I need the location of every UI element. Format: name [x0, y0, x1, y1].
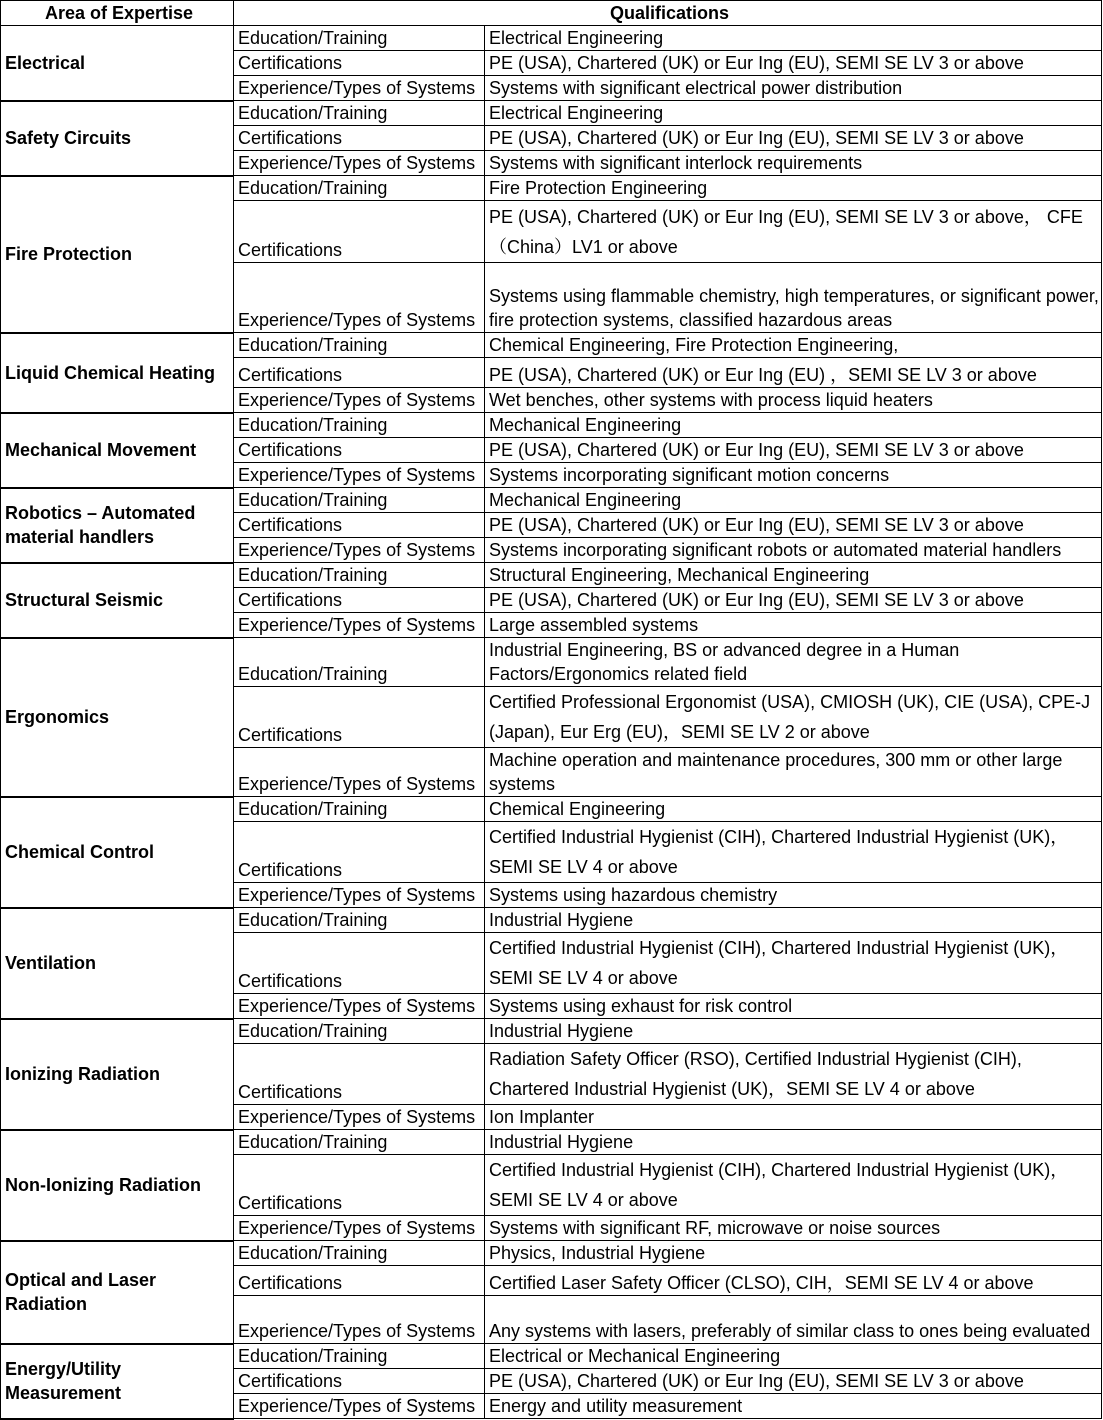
qualification-type-cell: Experience/Types of Systems: [234, 1105, 485, 1130]
qualification-value-cell: Any systems with lasers, preferably of similar class to ones being evaluated: [485, 1296, 1102, 1344]
qualification-value-cell: Industrial Engineering, BS or advanced degree in a Human Factors/Ergonomics related field: [485, 638, 1102, 687]
qualification-type-cell: Experience/Types of Systems: [234, 748, 485, 797]
qualification-value-cell: Certified Industrial Hygienist (CIH), Chartered Industrial Hygienist (UK)， SEMI SE LV 4 or above: [485, 1155, 1102, 1216]
qualification-value-cell: Systems using exhaust for risk control: [485, 994, 1102, 1019]
qualification-value-cell: Systems with significant RF, microwave or noise sources: [485, 1216, 1102, 1241]
table-row: [1, 638, 1102, 687]
qualification-type-cell: Experience/Types of Systems: [234, 883, 485, 908]
qualification-value-cell: Certified Laser Safety Officer (CLSO), CIH，SEMI SE LV 4 or above: [485, 1266, 1102, 1296]
area-of-expertise-cell: Chemical Control: [1, 797, 234, 908]
table-row: [1, 26, 1102, 51]
qualification-value-cell: Physics, Industrial Hygiene: [485, 1241, 1102, 1266]
qualification-type-cell: Certifications: [234, 1266, 485, 1296]
qualification-value-cell: Large assembled systems: [485, 613, 1102, 638]
qualification-type-cell: Experience/Types of Systems: [234, 151, 485, 176]
qualification-type-cell: Education/Training: [234, 1344, 485, 1369]
qualification-value-cell: PE (USA), Chartered (UK) or Eur Ing (EU), SEMI SE LV 3 or above: [485, 1369, 1102, 1394]
qualification-value-cell: PE (USA), Chartered (UK) or Eur Ing (EU) ，SEMI SE LV 3 or above: [485, 358, 1102, 388]
qualification-type-cell: Experience/Types of Systems: [234, 1296, 485, 1344]
table-row: [1, 333, 1102, 358]
area-of-expertise-cell: Optical and Laser Radiation: [1, 1241, 234, 1344]
table-row: [1, 1130, 1102, 1155]
table-row: [1, 101, 1102, 126]
area-of-expertise-cell: Safety Circuits: [1, 101, 234, 176]
qualification-type-cell: Education/Training: [234, 1241, 485, 1266]
qualification-type-cell: Certifications: [234, 126, 485, 151]
area-of-expertise-cell: Mechanical Movement: [1, 413, 234, 488]
qualification-type-cell: Education/Training: [234, 1130, 485, 1155]
qualification-value-cell: Mechanical Engineering: [485, 413, 1102, 438]
header-area: Area of Expertise: [1, 1, 234, 26]
qualification-type-cell: Education/Training: [234, 488, 485, 513]
qualification-value-cell: Fire Protection Engineering: [485, 176, 1102, 201]
qualification-type-cell: Education/Training: [234, 638, 485, 687]
qualification-value-cell: Chemical Engineering, Fire Protection Engineering,: [485, 333, 1102, 358]
qualification-value-cell: Electrical or Mechanical Engineering: [485, 1344, 1102, 1369]
area-of-expertise-cell: Robotics – Automated material handlers: [1, 488, 234, 563]
table-row: [1, 1344, 1102, 1369]
table-row: [1, 1019, 1102, 1044]
qualification-value-cell: Electrical Engineering: [485, 26, 1102, 51]
qualification-value-cell: Certified Professional Ergonomist (USA), CMIOSH (UK), CIE (USA), CPE-J (Japan), Eur Erg (EU)，SEMI SE LV 2 or above: [485, 687, 1102, 748]
table-row: [1, 563, 1102, 588]
table-row: [1, 908, 1102, 933]
header-qualifications: Qualifications: [234, 1, 1102, 26]
qualification-type-cell: Certifications: [234, 201, 485, 263]
qualification-type-cell: Education/Training: [234, 333, 485, 358]
qualification-type-cell: Education/Training: [234, 563, 485, 588]
qualification-value-cell: Systems incorporating significant motion concerns: [485, 463, 1102, 488]
qualification-value-cell: Electrical Engineering: [485, 101, 1102, 126]
table-row: [1, 1241, 1102, 1266]
qualification-type-cell: Certifications: [234, 51, 485, 76]
area-of-expertise-cell: Energy/Utility Measurement: [1, 1344, 234, 1419]
qualification-type-cell: Education/Training: [234, 1019, 485, 1044]
qualification-value-cell: Energy and utility measurement: [485, 1394, 1102, 1419]
qualification-value-cell: PE (USA), Chartered (UK) or Eur Ing (EU), SEMI SE LV 3 or above: [485, 51, 1102, 76]
qualification-type-cell: Experience/Types of Systems: [234, 994, 485, 1019]
qualification-value-cell: Industrial Hygiene: [485, 908, 1102, 933]
qualification-type-cell: Certifications: [234, 822, 485, 883]
area-of-expertise-cell: Fire Protection: [1, 176, 234, 333]
table-body: [1, 26, 1102, 1419]
qualification-type-cell: Certifications: [234, 513, 485, 538]
qualification-value-cell: Structural Engineering, Mechanical Engineering: [485, 563, 1102, 588]
qualification-value-cell: Industrial Hygiene: [485, 1130, 1102, 1155]
table-row: [1, 413, 1102, 438]
qualification-type-cell: Experience/Types of Systems: [234, 463, 485, 488]
qualification-type-cell: Education/Training: [234, 797, 485, 822]
qualification-value-cell: PE (USA), Chartered (UK) or Eur Ing (EU), SEMI SE LV 3 or above: [485, 438, 1102, 463]
qualification-type-cell: Experience/Types of Systems: [234, 76, 485, 101]
qualification-type-cell: Education/Training: [234, 176, 485, 201]
qualification-type-cell: Education/Training: [234, 101, 485, 126]
qualification-value-cell: Machine operation and maintenance procedures, 300 mm or other large systems: [485, 748, 1102, 797]
qualification-type-cell: Certifications: [234, 588, 485, 613]
area-of-expertise-cell: Non-Ionizing Radiation: [1, 1130, 234, 1241]
area-of-expertise-cell: Liquid Chemical Heating: [1, 333, 234, 413]
qualification-value-cell: Mechanical Engineering: [485, 488, 1102, 513]
qualification-value-cell: Systems incorporating significant robots or automated material handlers: [485, 538, 1102, 563]
qualification-value-cell: Certified Industrial Hygienist (CIH), Chartered Industrial Hygienist (UK)， SEMI SE LV 4 or above: [485, 933, 1102, 994]
area-of-expertise-cell: Electrical: [1, 26, 234, 101]
qualification-type-cell: Education/Training: [234, 908, 485, 933]
qualification-value-cell: Wet benches, other systems with process liquid heaters: [485, 388, 1102, 413]
qualification-type-cell: Education/Training: [234, 26, 485, 51]
area-of-expertise-cell: Structural Seismic: [1, 563, 234, 638]
qualification-type-cell: Certifications: [234, 358, 485, 388]
qualification-value-cell: Systems with significant electrical power distribution: [485, 76, 1102, 101]
qualification-type-cell: Certifications: [234, 438, 485, 463]
qualification-type-cell: Experience/Types of Systems: [234, 538, 485, 563]
qualification-type-cell: Certifications: [234, 1369, 485, 1394]
area-of-expertise-cell: Ionizing Radiation: [1, 1019, 234, 1130]
qualification-value-cell: Chemical Engineering: [485, 797, 1102, 822]
qualification-type-cell: Experience/Types of Systems: [234, 263, 485, 333]
table-row: [1, 797, 1102, 822]
qualification-value-cell: Radiation Safety Officer (RSO), Certified Industrial Hygienist (CIH), Chartered Industrial Hygienist (UK)，SEMI SE LV 4 or above: [485, 1044, 1102, 1105]
qualification-value-cell: Systems using flammable chemistry, high temperatures, or significant power, fire protection systems, classified hazardous areas: [485, 263, 1102, 333]
qualification-value-cell: PE (USA), Chartered (UK) or Eur Ing (EU), SEMI SE LV 3 or above， CFE（China）LV1 or above: [485, 201, 1102, 263]
qualification-type-cell: Experience/Types of Systems: [234, 613, 485, 638]
header-row: [1, 1, 1102, 26]
table-row: [1, 488, 1102, 513]
qualification-type-cell: Experience/Types of Systems: [234, 1394, 485, 1419]
qualification-value-cell: Systems using hazardous chemistry: [485, 883, 1102, 908]
qualification-value-cell: PE (USA), Chartered (UK) or Eur Ing (EU), SEMI SE LV 3 or above: [485, 588, 1102, 613]
qualification-value-cell: Ion Implanter: [485, 1105, 1102, 1130]
qualification-value-cell: PE (USA), Chartered (UK) or Eur Ing (EU), SEMI SE LV 3 or above: [485, 126, 1102, 151]
qualification-value-cell: Industrial Hygiene: [485, 1019, 1102, 1044]
qualification-type-cell: Certifications: [234, 1044, 485, 1105]
qualification-value-cell: PE (USA), Chartered (UK) or Eur Ing (EU), SEMI SE LV 3 or above: [485, 513, 1102, 538]
qualification-type-cell: Experience/Types of Systems: [234, 1216, 485, 1241]
qualification-type-cell: Certifications: [234, 933, 485, 994]
qualification-type-cell: Certifications: [234, 687, 485, 748]
table-row: [1, 176, 1102, 201]
qualification-value-cell: Certified Industrial Hygienist (CIH), Chartered Industrial Hygienist (UK)， SEMI SE LV 4 or above: [485, 822, 1102, 883]
qualification-type-cell: Education/Training: [234, 413, 485, 438]
qualification-type-cell: Experience/Types of Systems: [234, 388, 485, 413]
qualification-type-cell: Certifications: [234, 1155, 485, 1216]
area-of-expertise-cell: Ergonomics: [1, 638, 234, 797]
qualification-value-cell: Systems with significant interlock requirements: [485, 151, 1102, 176]
area-of-expertise-cell: Ventilation: [1, 908, 234, 1019]
